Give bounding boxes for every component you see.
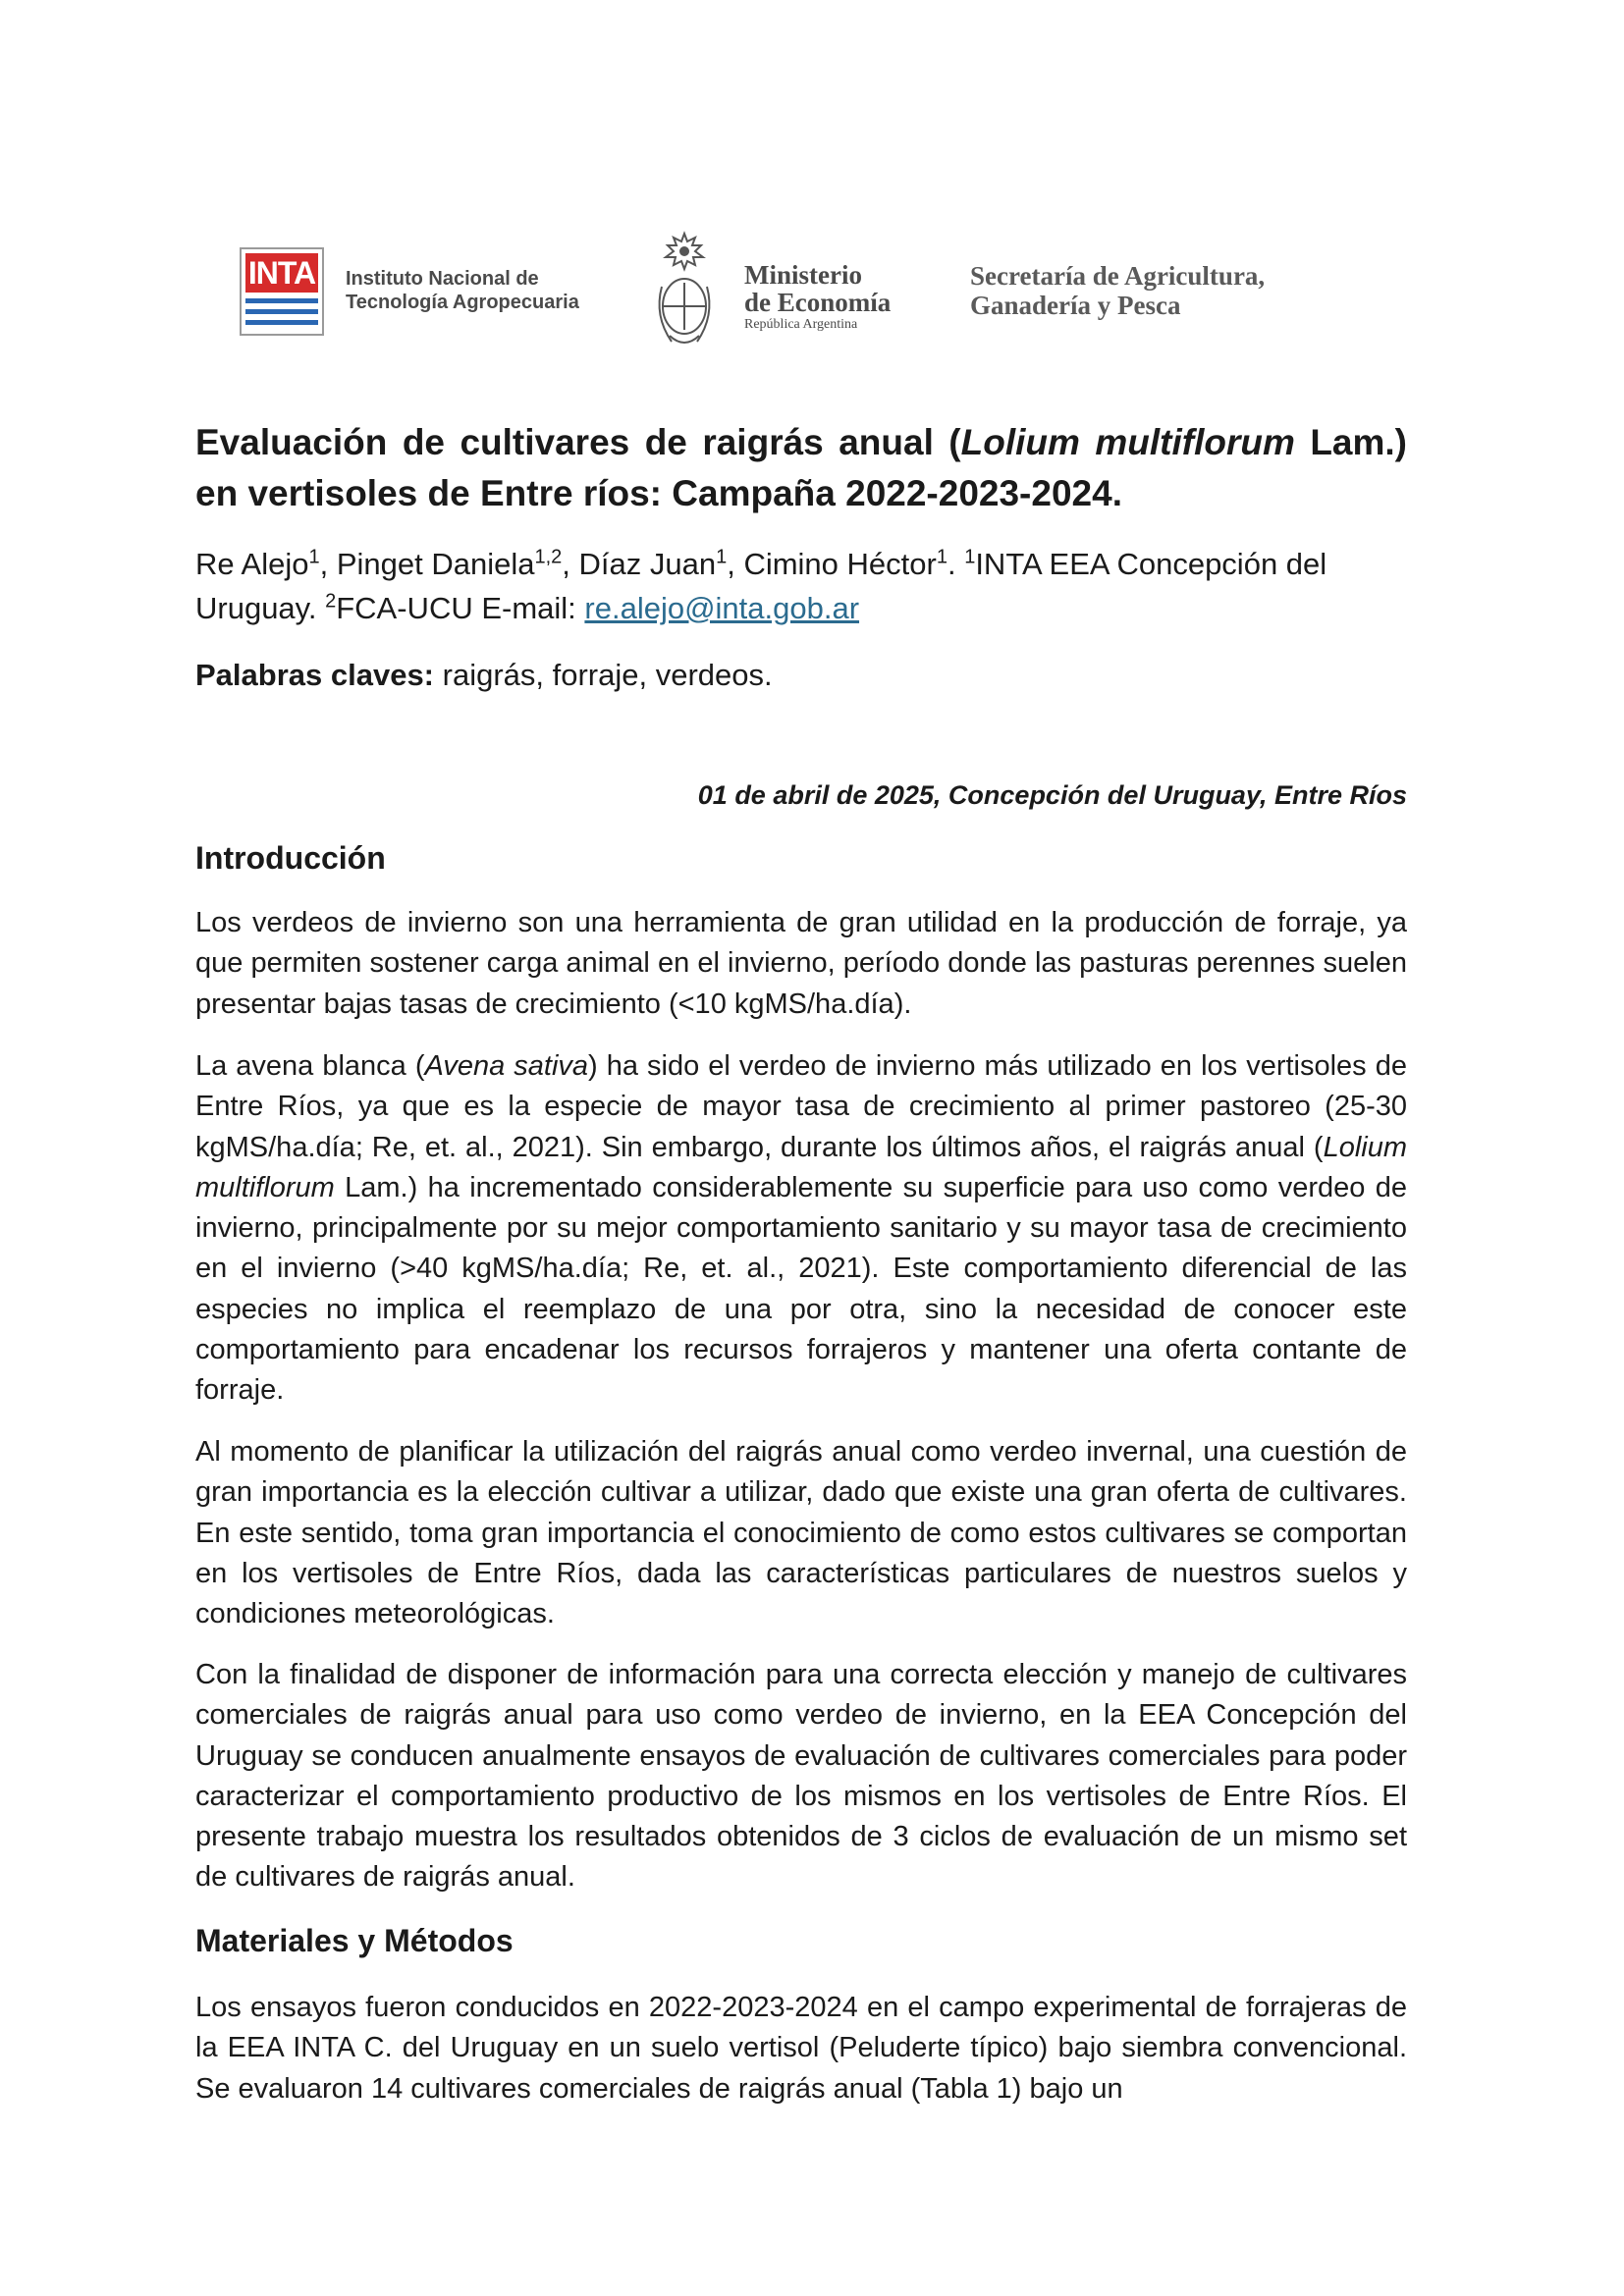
author-1-sup: 1 bbox=[308, 546, 320, 568]
email-link[interactable]: re.alejo@inta.gob.ar bbox=[584, 591, 860, 625]
methods-heading: Materiales y Métodos bbox=[195, 1923, 514, 1958]
p2-text-c: ) ha sido el verdeo de invierno más utilizado en los vertisoles de Entre Ríos, ya que es la especie de mayor tasa de crecimiento al primer pastoreo (25-30 kgMS/ha.día; Re, et. al., 2021). Sin embargo, durante los últimos años, el raigrás anual ( bbox=[195, 1050, 1407, 1163]
author-4: , Cimino Héctor bbox=[727, 547, 937, 581]
author-4-sup: 1 bbox=[936, 546, 947, 568]
author-2: , Pinget Daniela bbox=[319, 547, 535, 581]
p2-species-lolium: Lolium multiflorum bbox=[195, 1131, 1407, 1203]
authors-line bbox=[195, 542, 1407, 630]
document-title bbox=[195, 417, 1407, 519]
keywords bbox=[195, 653, 1407, 697]
inta-name-line2: Tecnología Agropecuaria bbox=[346, 292, 579, 313]
inta-name bbox=[346, 267, 579, 314]
ministry-line3: República Argentina bbox=[744, 317, 858, 332]
coat-of-arms-icon bbox=[652, 228, 717, 357]
author-3: , Díaz Juan bbox=[562, 547, 717, 581]
inta-logo-stripes bbox=[245, 298, 318, 330]
secretary-name bbox=[970, 261, 1265, 320]
methods-paragraph-1: Los ensayos fueron conducidos en 2022-2023-2024 en el campo experimental de forrajeras de la EEA INTA C. del Uruguay en un suelo vertisol (Peluderte típico) bajo siembra convencional. Se evaluaron 14 cultivares comerciales de raigrás anual (Tabla 1) bajo un bbox=[195, 1992, 1407, 2105]
affiliation-2: FCA-UCU E-mail: bbox=[336, 591, 585, 625]
p2-text-a: La avena blanca ( bbox=[195, 1050, 425, 1082]
ministry-line2: de Economía bbox=[744, 288, 892, 317]
affiliation-1-sup: 1 bbox=[964, 546, 976, 568]
author-2-sup: 1,2 bbox=[534, 546, 563, 568]
date-place: 01 de abril de 2025, Concepción del Uruguay, Entre Ríos bbox=[697, 780, 1407, 810]
intro-paragraph-1: Los verdeos de invierno son una herramienta de gran utilidad en la producción de forraje, ya que permiten sostener carga animal en el invierno, período donde las pasturas perennes suelen presentar bajas tasas de crecimiento (<10 kgMS/ha.día). bbox=[195, 907, 1407, 1020]
inta-logo-word: INTA bbox=[245, 253, 318, 293]
affiliation-1: INTA EEA Concepción del Uruguay. bbox=[195, 547, 1327, 625]
intro-heading: Introducción bbox=[195, 840, 386, 876]
author-3-sup: 1 bbox=[716, 546, 728, 568]
intro-paragraph-4: Con la finalidad de disponer de información para una correcta elección y manejo de cultivares comerciales de raigrás anual para uso como verdeo de invierno, en la EEA Concepción del Uruguay se conducen anualmente ensayos de evaluación de cultivares comerciales para poder caracterizar el comportamiento productivo de los mismos en los vertisoles de Entre Ríos. El presente trabajo muestra los resultados obtenidos de 3 ciclos de evaluación de un mismo set de cultivares de raigrás anual. bbox=[195, 1659, 1407, 1894]
p2-species-avena: Avena sativa bbox=[424, 1050, 589, 1082]
secretary-line2: Ganadería y Pesca bbox=[970, 291, 1181, 320]
ministry-line1: Ministerio bbox=[744, 260, 862, 290]
title-species: Lolium multiflorum bbox=[960, 422, 1295, 462]
ministry-name bbox=[744, 261, 891, 334]
affiliation-2-sup: 2 bbox=[325, 590, 337, 613]
keywords-label: Palabras claves: bbox=[195, 658, 435, 692]
title-part1: Evaluación de cultivares de raigrás anual ( bbox=[195, 422, 961, 462]
p2-text-e: Lam.) ha incrementado considerablemente su superficie para uso como verdeo de invierno, principalmente por su mejor comportamiento sanitario y su mayor tasa de crecimiento en el invierno (>40 kgMS/ha.día; Re, et. al., 2021). Este comportamiento diferencial de las especies no implica el reemplazo de una por otra, sino la necesidad de conocer este comportamiento para encadenar los recursos forrajeros y mantener una oferta contante de forraje. bbox=[195, 1171, 1407, 1407]
secretary-line1: Secretaría de Agricultura, bbox=[970, 261, 1266, 291]
intro-paragraph-3: Al momento de planificar la utilización del raigrás anual como verdeo invernal, una cuestión de gran importancia es la elección cultivar a utilizar, dado que existe una gran oferta de cultivares. En este sentido, toma gran importancia el conocimiento de como estos cultivares se comportan en los vertisoles de Entre Ríos, dada las características particulares de nuestros suelos y condiciones meteorológicas. bbox=[195, 1436, 1407, 1630]
page-header bbox=[240, 224, 1418, 361]
intro-paragraph-2 bbox=[195, 1046, 1407, 1412]
inta-name-line1: Instituto Nacional de bbox=[346, 268, 539, 290]
keywords-text: raigrás, forraje, verdeos. bbox=[434, 658, 773, 692]
author-1: Re Alejo bbox=[195, 547, 309, 581]
affiliation-sep: . bbox=[947, 547, 965, 581]
title-part2: Lam.) en vertisoles de Entre ríos: Campaña 2022-2023-2024. bbox=[195, 422, 1408, 513]
inta-logo bbox=[240, 247, 324, 336]
